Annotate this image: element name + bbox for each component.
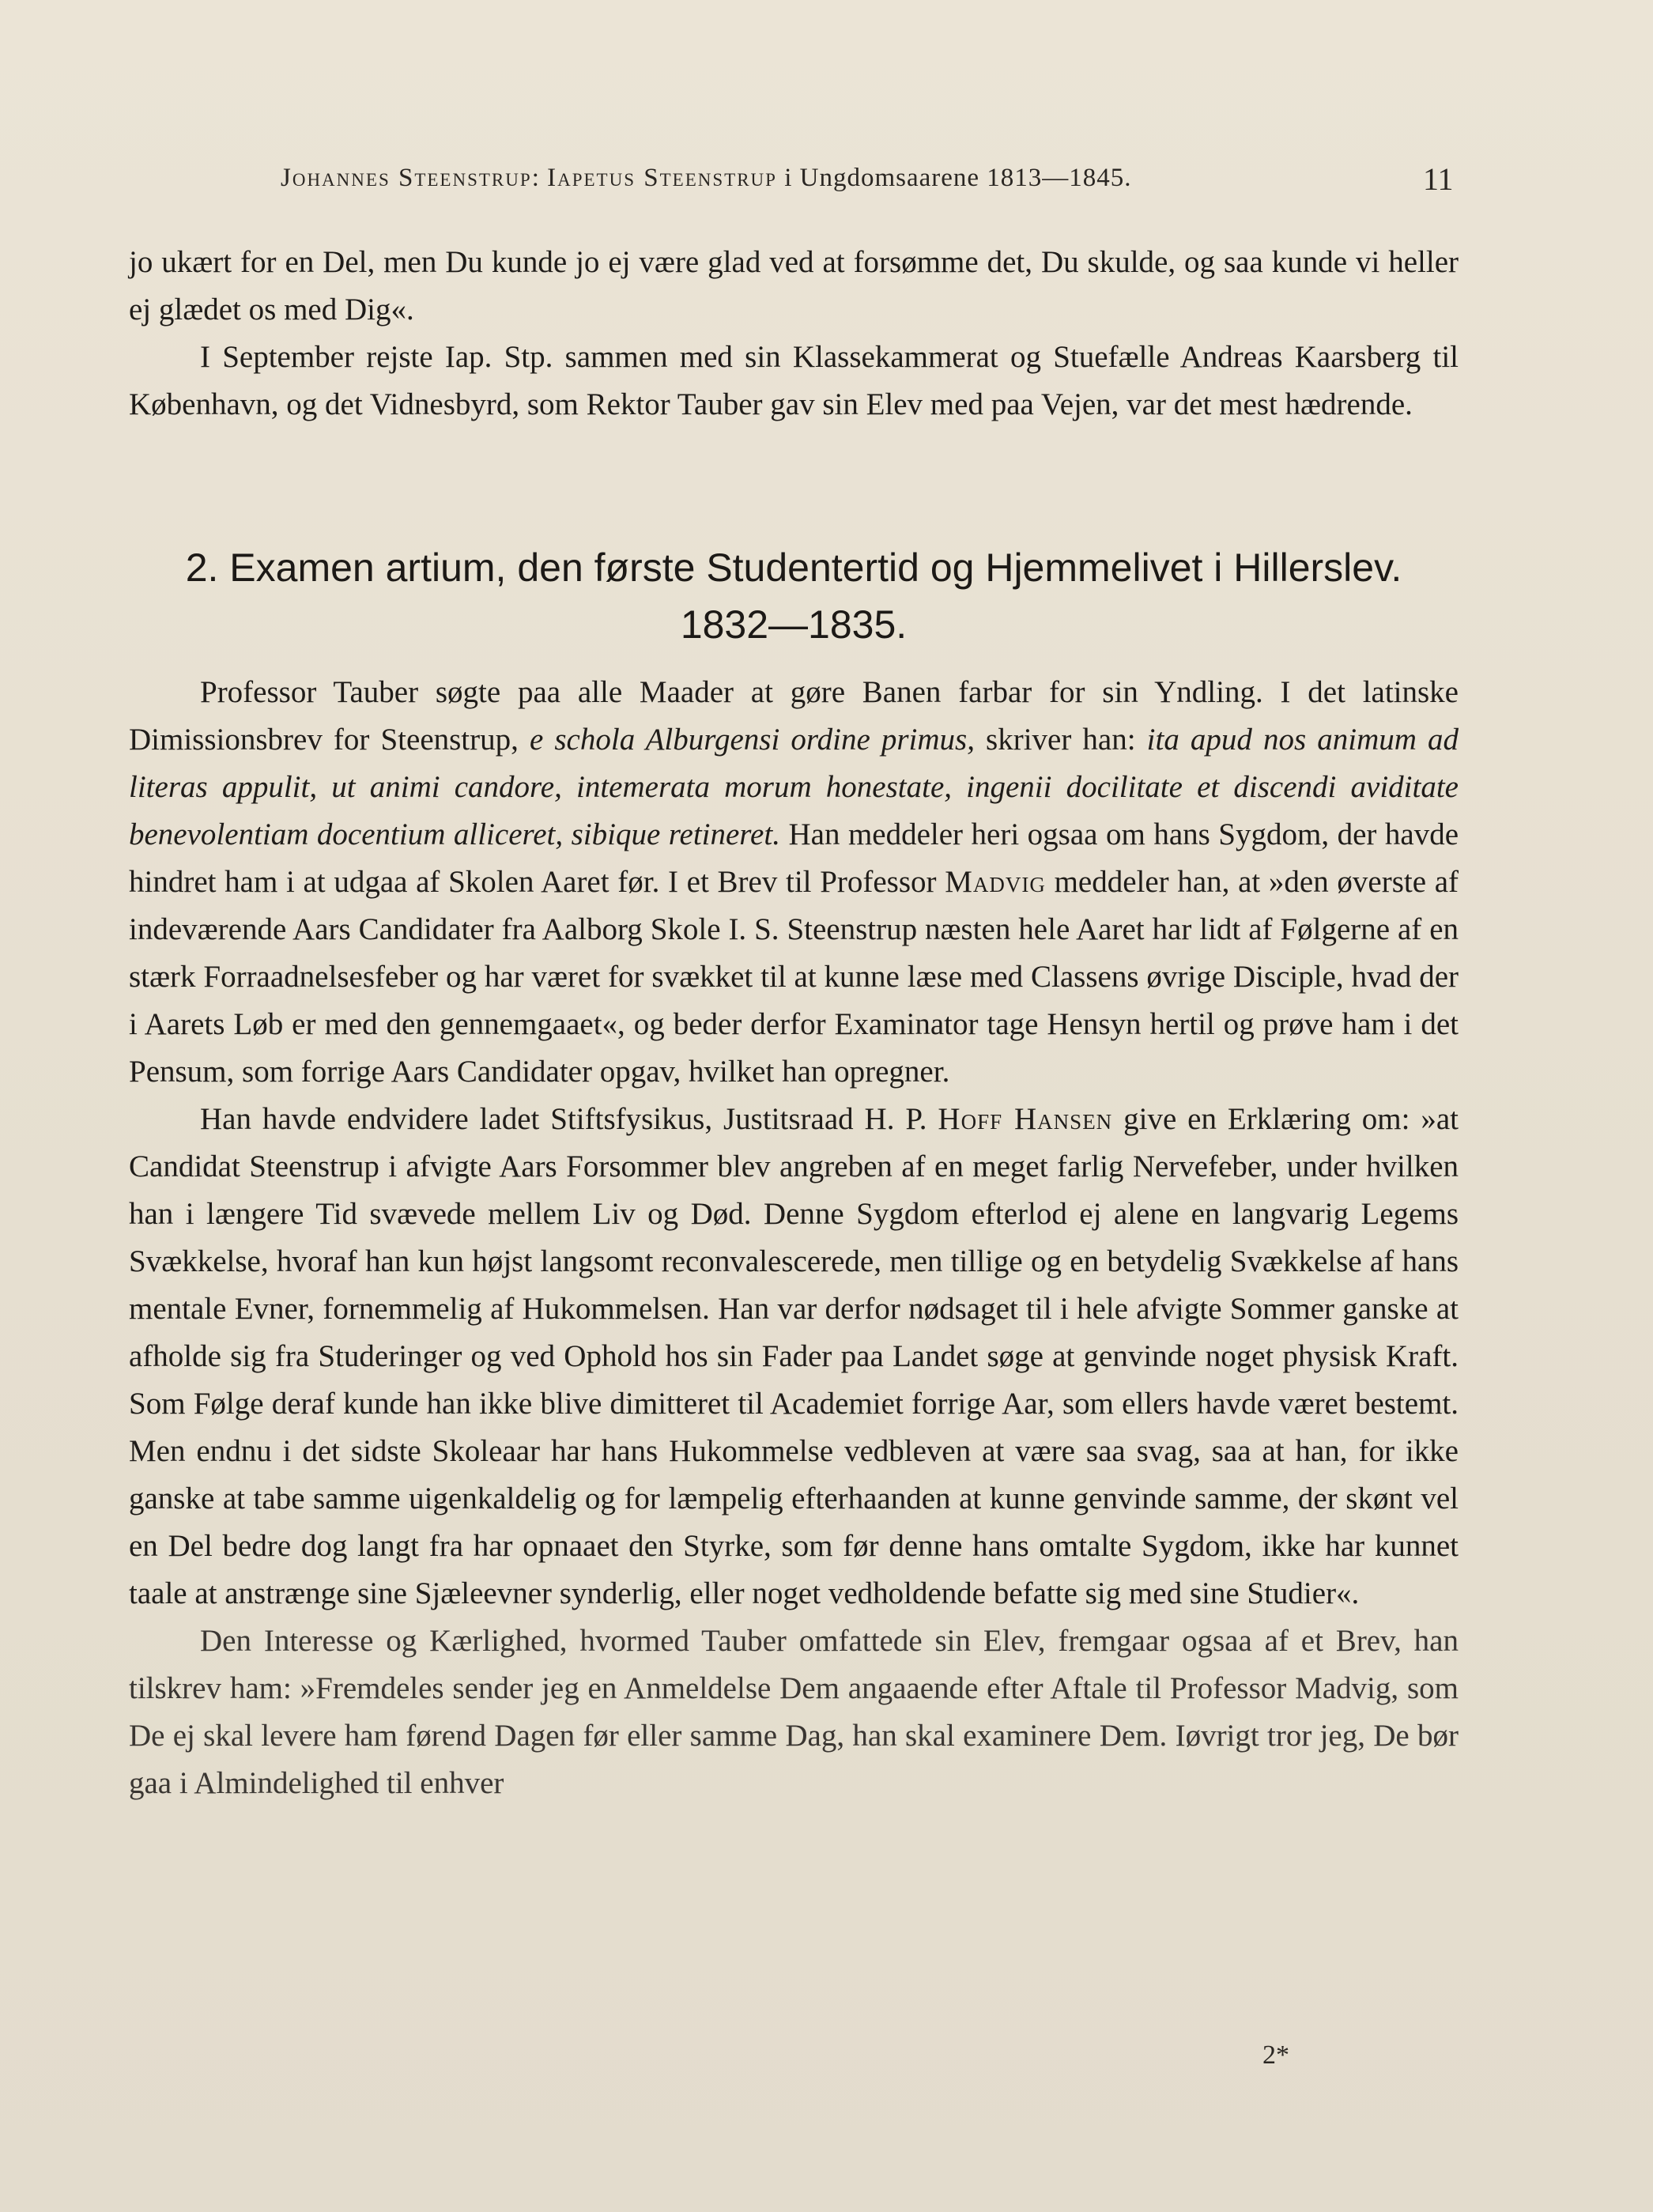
running-head — [281, 164, 1466, 193]
header-title-rest: i Ungdomsaarene 1813—1845. — [784, 164, 1132, 192]
section-heading-years: 1832—1835. — [680, 602, 908, 647]
signature-mark: 2* — [1262, 2040, 1289, 2070]
section-heading — [129, 539, 1459, 653]
text-block-main — [129, 669, 1459, 1807]
paragraph-interesse: Den Interesse og Kærlighed, hvormed Tauber omfattede sin Elev, fremgaar ogsaa af et Brev, han tilskrev ham: »Fremdeles sender jeg en Anmeldelse Dem angaaende efter Aftale til Professor Madvig, som De ej skal levere ham førend Dagen før eller samme Dag, han skal examinere Dem. Iøvrigt tror jeg, De bør gaa i Almindelighed til enhver — [129, 1624, 1459, 1800]
page-number: 11 — [1423, 161, 1454, 197]
para3-text-a: Professor Tauber søgte paa alle Maader at gøre Banen farbar for sin Yndling. I det latinske Dimissionsbrev for Steenstrup, — [129, 675, 1459, 757]
header-subject: Iapetus Steenstrup — [547, 164, 777, 192]
para4-name-hoff-hansen: Hoff Hansen — [938, 1102, 1113, 1136]
header-separator: : — [531, 164, 540, 192]
paragraph-september: I September rejste Iap. Stp. sammen med sin Klassekammerat og Stuefælle Andreas Kaarsberg til København, og det Vidnesbyrd, som Rektor Tauber gav sin Elev med paa Vejen, var det mest hædrende. — [129, 340, 1459, 421]
para3-text-c: skriver han: — [986, 723, 1136, 757]
para3-name-madvig: Madvig — [945, 865, 1046, 899]
paragraph-continuation: jo ukært for en Del, men Du kunde jo ej være glad ved at forsømme det, Du skulde, og saa kunde vi heller ej glædet os med Dig«. — [129, 245, 1459, 327]
para4-text-a: Han havde endvidere ladet Stiftsfysikus, Justitsraad H. P. — [200, 1102, 927, 1136]
paragraph-tauber — [129, 669, 1459, 1096]
para3-text-g: meddeler han, at »den øverste af indeværende Aars Candidater fra Aalborg Skole I. S. Steenstrup næsten hele Aaret har lidt af Følgerne af en stærk Forraadnelsesfeber og har været for svækket til at kunne læse med Classens øvrige Disciple, hvad der i Aarets Løb er med den gennemgaaet«, og beder derfor Examinator tage Hensyn hertil og prøve ham i det Pensum, som forrige Aars Candidater opgav, hvilket han opregner. — [129, 865, 1459, 1089]
section-heading-title: 2. Examen artium, den første Studentertid og Hjemmelivet i Hillerslev. — [185, 545, 1402, 590]
text-block-intro — [129, 239, 1459, 428]
para3-latin-quote: ita apud nos animum ad literas appulit, ut animi candore, intemerata morum honestate, ingenii docilitate et discendi aviditate benevolentiam docentium alliceret, sibique retineret. — [129, 723, 1459, 851]
para3-latin-phrase: e schola Alburgensi ordine primus, — [529, 723, 975, 757]
header-author: Johannes Steenstrup — [281, 164, 532, 192]
para4-text-c: give en Erklæring om: »at Candidat Steenstrup i afvigte Aars Forsommer blev angreben af en meget farlig Nervefeber, under hvilken han i længere Tid svævede mellem Liv og Død. Denne Sygdom efterlod ej alene en langvarig Legems Svækkelse, hvoraf han kun højst langsomt reconvalescerede, men tillige og en betydelig Svækkelse af hans mentale Evner, fornemmelig af Hukommelsen. Han var derfor nødsaget til i hele afvigte Sommer ganske at afholde sig fra Studeringer og ved Ophold hos sin Fader paa Landet søge at genvinde noget physisk Kraft. Som Følge deraf kunde han ikke blive dimitteret til Academiet forrige Aar, som ellers havde været bestemt. Men endnu i det sidste Skoleaar har hans Hukommelse vedbleven at være saa svag, saa at han, for ikke ganske at tabe samme uigenkaldelig og for læmpelig efterhaanden at kunne genvinde samme, der skønt vel en Del bedre dog langt fra har opnaaet den Styrke, som før denne hans omtalte Sygdom, ikke har kunnet taale at anstrænge sine Sjæleevner synderlig, eller noget vedholdende befatte sig med sine Studier«. — [129, 1102, 1459, 1610]
paragraph-hoff-hansen — [129, 1096, 1459, 1617]
para3-text-e: Han meddeler heri ogsaa om hans Sygdom, der havde hindret ham i at udgaa af Skolen Aaret før. I et Brev til Professor — [129, 817, 1459, 899]
